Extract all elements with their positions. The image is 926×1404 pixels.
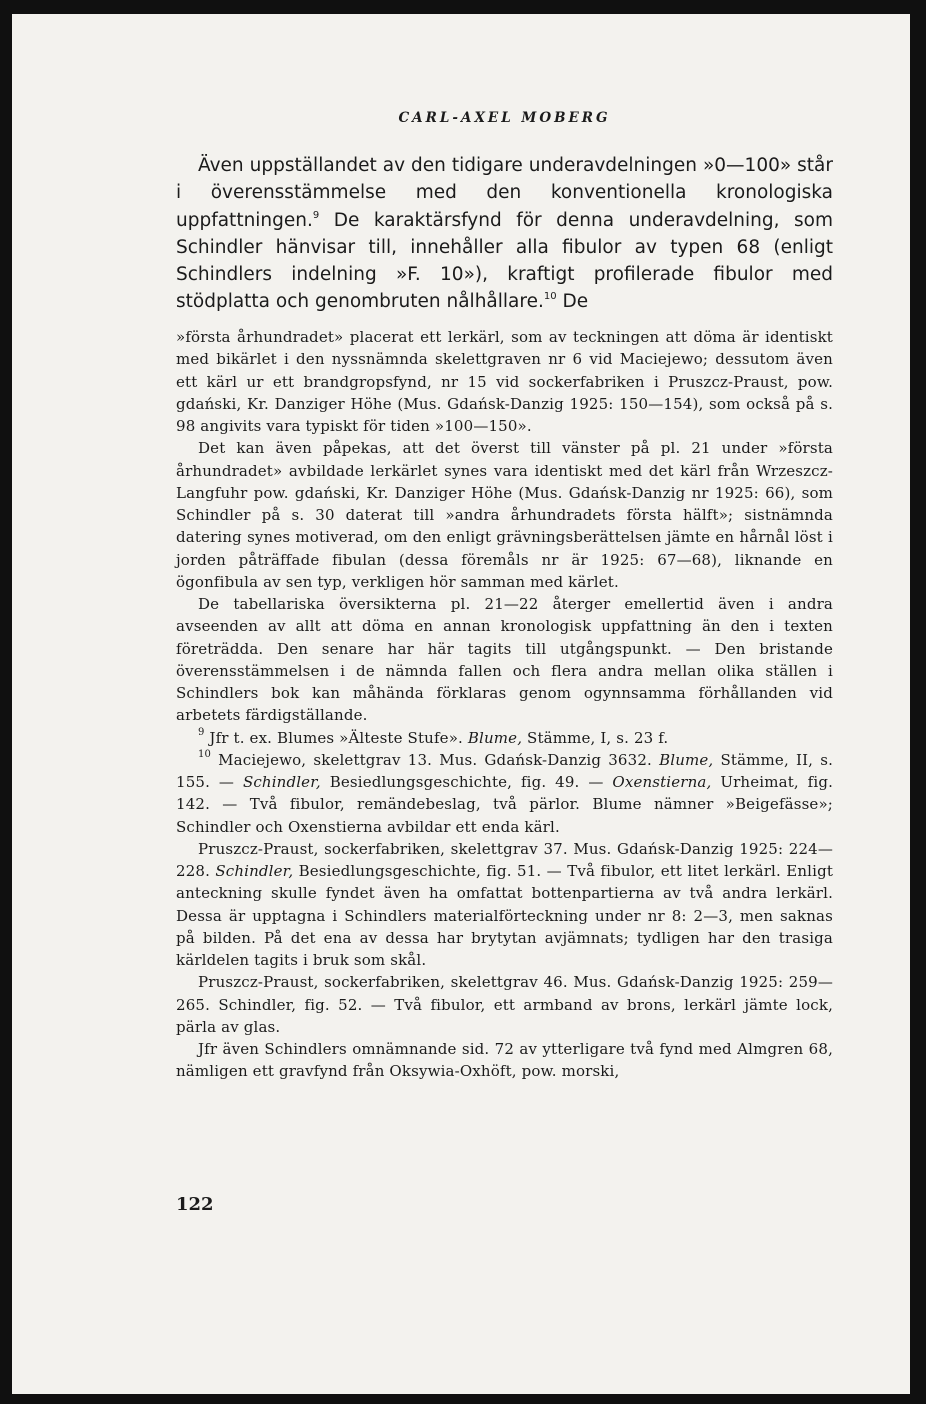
footnote-10-italic-schindler: Schindler, (242, 773, 321, 791)
footnote-10-text-b: Stämme, II, s. 155. — (176, 750, 833, 791)
main-body-text (176, 152, 833, 316)
footnote-10-italic-blume: Blume, (659, 750, 714, 769)
small-print-section (176, 326, 833, 1083)
footnote-10-p2-text-b: Besiedlungsgeschichte, fig. 51. — Två fibulor, ett litet lerkärl. Enligt anteckning skulle fyndet även ha omfattat bottenpartierna av två andra lerkärl. Dessa är upptagna i Schindlers materialförteckning under nr 8: 2—3, men saknas på bilden. På det ena av dessa har brytytan avjämnats; tydligen har den trasiga kärldelen tagits i bruk som skål. (176, 862, 834, 969)
footnote-10-text-a: Maciejewo, skelettgrav 13. Mus. Gdańsk-Danzig 3632. (211, 750, 660, 769)
footnote-9-number: 9 (198, 726, 205, 738)
continuation-paragraph-2: Det kan även påpekas, att det överst till vänster på pl. 21 under »första århundradet» avbildade lerkärlet synes vara identiskt med det kärl från Wrzeszcz-Langfuhr pow. gdański, Kr. Danziger Höhe (Mus. Gdańsk-Danzig nr 1925: 66), som Schindler på s. 30 daterat till »andra århundradets första hälft»; sistnämnda datering synes motiverad, om den enligt grävningsberättelsen jämte en hårnål löst i jorden påträffade fibulan (dessa föremåls nr är 1925: 67—68), liknande en ögonfibula av sen typ, verkligen hör samman med kärlet. (176, 439, 833, 591)
footnote-10-number: 10 (198, 748, 212, 760)
footnote-9-text: Jfr t. ex. Blumes »Älteste Stufe». (204, 728, 468, 747)
footnote-10-text-c: Besiedlungsgeschichte, fig. 49. — (320, 773, 613, 791)
body-paragraph (176, 152, 833, 316)
footnote-ref-10[interactable]: 10 (543, 291, 557, 303)
footnote-10-text-d: Urheimat, fig. 142. — Två fibulor, remändebeslag, två pärlor. Blume nämner »Beigefässe»; Schindler och Oxenstierna avbildar ett enda kärl. (176, 773, 833, 836)
continuation-paragraph-1: »första århundradet» placerat ett lerkärl, som av teckningen att döma är identiskt med bikärlet i den nyssnämnda skelettgraven nr 6 vid Maciejewo; dessutom även ett kärl ur ett brandgropsfynd, nr 15 vid sockerfabriken i Pruszcz-Praust, pow. gdański, Kr. Danziger Höhe (Mus. Gdańsk-Danzig 1925: 150—154), som också på s. 98 angivits vara typiskt för tiden »100—150». (176, 328, 833, 435)
page-number: 122 (176, 1194, 214, 1215)
footnote-10-p2-italic: Schindler, (215, 862, 294, 880)
footnote-10-p2-text-a: Pruszcz-Praust, sockerfabriken, skelettgrav 37. Mus. Gdańsk-Danzig 1925: 224—228. (176, 839, 833, 880)
running-head: CARL-AXEL MOBERG (398, 110, 611, 126)
footnote-10-paragraph-2 (176, 838, 833, 972)
footnote-ref-9[interactable]: 9 (312, 209, 320, 221)
body-text-part-1: Även uppställandet av den tidigare underavdelningen »0—100» står i överensstämmelse med den konventionella kronologiska uppfattningen. (176, 155, 833, 231)
footnote-10-paragraph-3: Pruszcz-Praust, sockerfabriken, skelettgrav 46. Mus. Gdańsk-Danzig 1925: 259—265. Schindler, fig. 52. — Två fibulor, ett armband av brons, lerkärl jämte lock, pärla av glas. (176, 973, 833, 1036)
footnote-9-end: Stämme, I, s. 23 f. (522, 728, 669, 747)
footnote-10-paragraph-4: Jfr även Schindlers omnämnande sid. 72 av ytterligare två fynd med Almgren 68, nämligen ett gravfynd från Oksywia-Oxhöft, pow. morski, (176, 1040, 833, 1081)
document-page (12, 14, 910, 1394)
footnote-10 (176, 749, 833, 838)
footnote-10-italic-oxenstierna: Oxenstierna, (612, 773, 712, 791)
footnote-9 (176, 727, 833, 749)
footnote-9-italic: Blume, (467, 728, 523, 747)
body-text-part-2: De karaktärsfynd för denna underavdelning, som Schindler hänvisar till, innehåller alla fibulor av typen 68 (enligt Schindlers indelning »F. 10»), kraftigt profilerade fibulor med stödplatta och genombruten nålhållare. (176, 209, 833, 313)
continuation-paragraph-3: De tabellariska översikterna pl. 21—22 återger emellertid även i andra avseenden av allt att döma en annan kronologisk uppfattning än den i texten företrädda. Den senare har här tagits till utgångspunkt. — Den bristande överensstämmelsen i de nämnda fallen och flera andra mellan olika ställen i Schindlers bok kan måhända förklaras genom ogynnsamma förhållanden vid arbetets färdigställande. (176, 595, 833, 725)
body-text-part-3: De (556, 291, 589, 313)
